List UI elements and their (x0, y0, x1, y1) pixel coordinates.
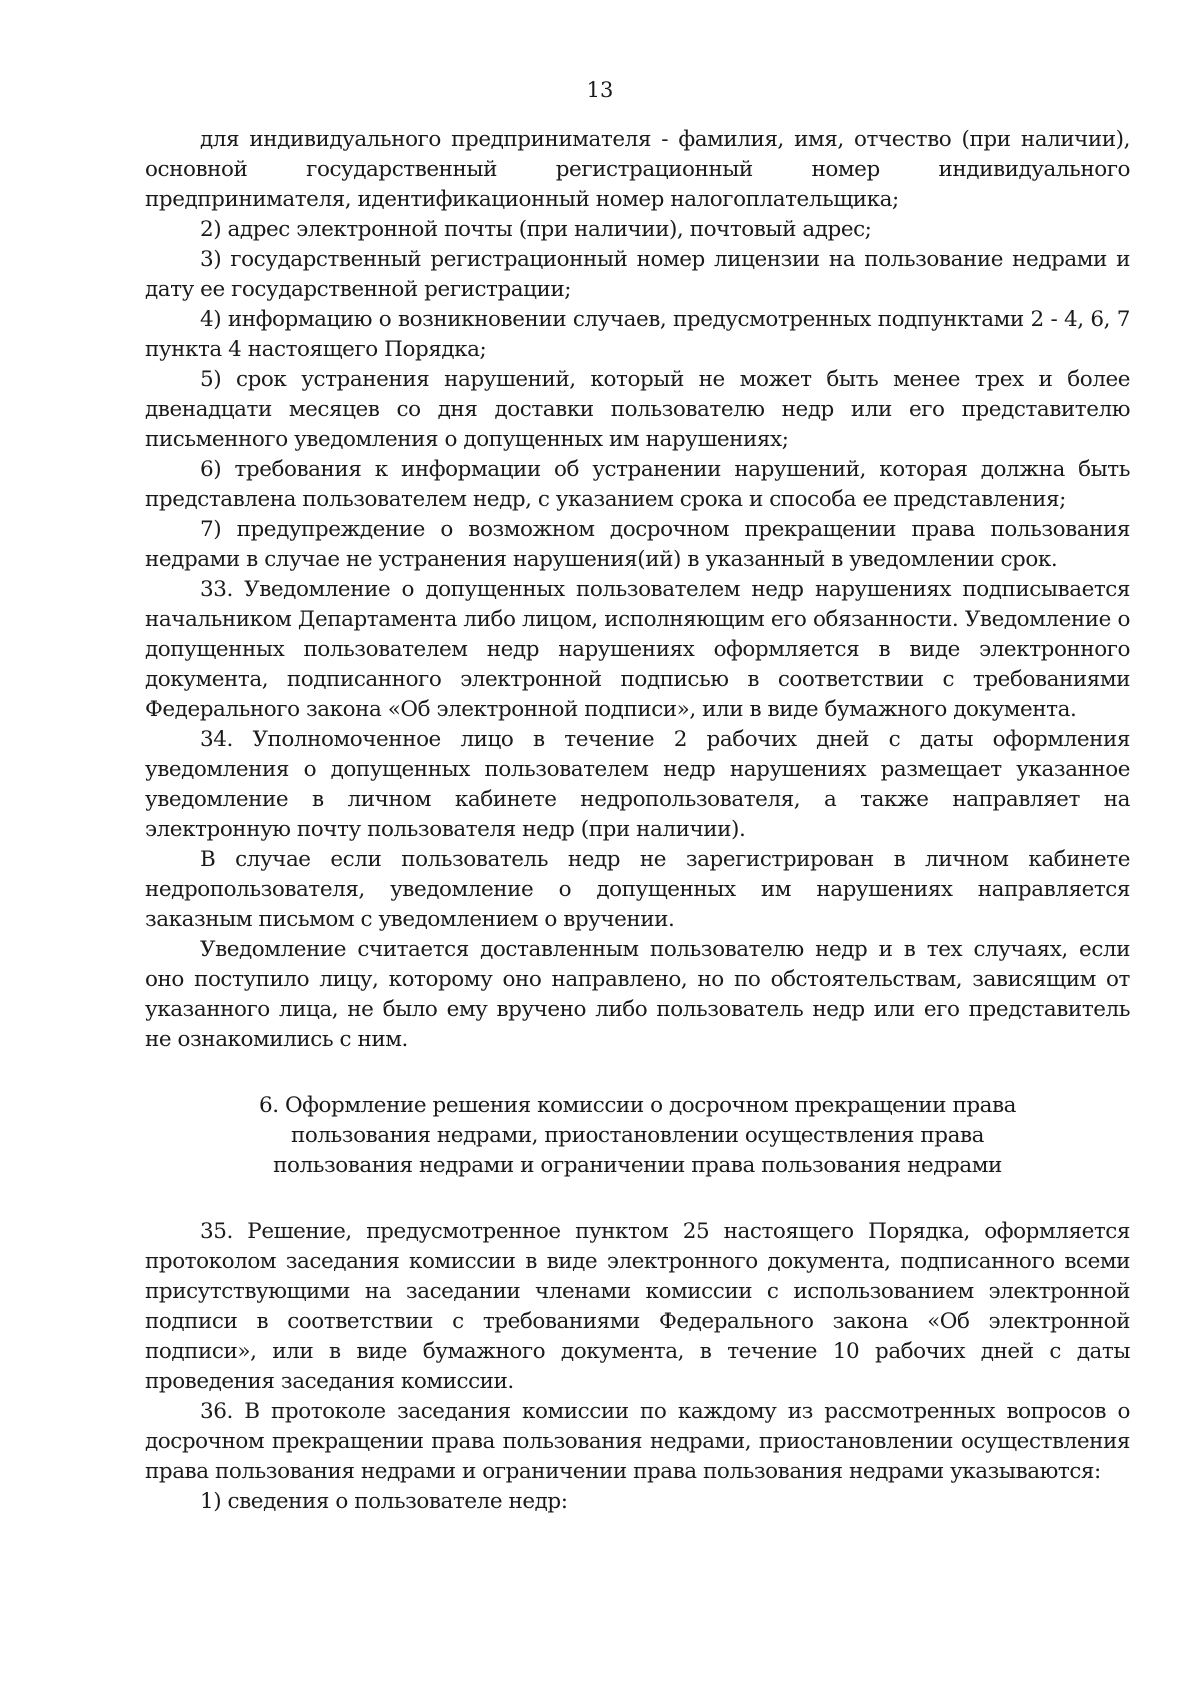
page-number: 13 (586, 78, 614, 102)
paragraph-34-unregistered: В случае если пользователь недр не зарегистрирован в личном кабинете недропользователя, уведомление о допущенных им нарушениях направляется заказным письмом с уведомлением о вручении. (145, 847, 1130, 932)
paragraph-item-3: 3) государственный регистрационный номер лицензии на пользование недрами и дату ее государственной регистрации; (145, 247, 1130, 302)
paragraph-35: 35. Решение, предусмотренное пунктом 25 настоящего Порядка, оформляется протоколом заседания комиссии в виде электронного документа, подписанного всеми присутствующими на заседании членами комиссии с использованием электронной подписи в соответствии с требованиями Федерального закона «Об электронной подписи», или в виде бумажного документа, в течение 10 рабочих дней с даты проведения заседания комиссии. (145, 1219, 1130, 1394)
paragraph-item-4: 4) информацию о возникновении случаев, предусмотренных подпунктами 2 - 4, 6, 7 пункта 4 настоящего Порядка; (145, 307, 1130, 362)
paragraph-item-7: 7) предупреждение о возможном досрочном прекращении права пользования недрами в случае не устранения нарушения(ий) в указанный в уведомлении срок. (145, 517, 1130, 572)
section-heading-line-3: пользования недрами и ограничении права пользования недрами (273, 1153, 1002, 1178)
paragraph-33: 33. Уведомление о допущенных пользователем недр нарушениях подписывается начальником Департамента либо лицом, исполняющим его обязанности. Уведомление о допущенных пользователем недр нарушениях оформляется в виде электронного документа, подписанного электронной подписью в соответствии с требованиями Федерального закона «Об электронной подписи», или в виде бумажного документа. (145, 577, 1130, 722)
section-heading-line-2: пользования недрами, приостановлении осуществления права (290, 1123, 985, 1148)
paragraph-36: 36. В протоколе заседания комиссии по каждому из рассмотренных вопросов о досрочном прекращении права пользования недрами, приостановлении осуществления права пользования недрами и ограничении права пользования недрами указываются: (145, 1399, 1130, 1484)
paragraph-34-delivered: Уведомление считается доставленным пользователю недр и в тех случаях, если оно поступило лицу, которому оно направлено, но по обстоятельствам, зависящим от указанного лица, не было ему вручено либо пользователь недр или его представитель не ознакомились с ним. (145, 937, 1130, 1052)
paragraph-36-item-1: 1) сведения о пользователе недр: (200, 1489, 568, 1514)
paragraph-34: 34. Уполномоченное лицо в течение 2 рабочих дней с даты оформления уведомления о допущенных пользователем недр нарушениях размещает указанное уведомление в личном кабинете недропользователя, а также направляет на электронную почту пользователя недр (при наличии). (145, 727, 1130, 842)
document-body (145, 125, 1130, 1517)
section-heading-line-1: 6. Оформление решения комиссии о досрочном прекращении права (258, 1093, 1017, 1118)
paragraph-item-6: 6) требования к информации об устранении нарушений, которая должна быть представлена пользователем недр, с указанием срока и способа ее представления; (145, 457, 1130, 512)
paragraph-item-5: 5) срок устранения нарушений, который не может быть менее трех и более двенадцати месяцев со дня доставки пользователю недр или его представителю письменного уведомления о допущенных им нарушениях; (145, 367, 1130, 452)
paragraph-item-2: 2) адрес электронной почты (при наличии), почтовый адрес; (200, 217, 872, 242)
paragraph-entrepreneur-info: для индивидуального предпринимателя - фамилия, имя, отчество (при наличии), основной государственный регистрационный номер индивидуального предпринимателя, идентификационный номер налогоплательщика; (145, 127, 1130, 212)
section-heading (145, 1091, 1130, 1181)
